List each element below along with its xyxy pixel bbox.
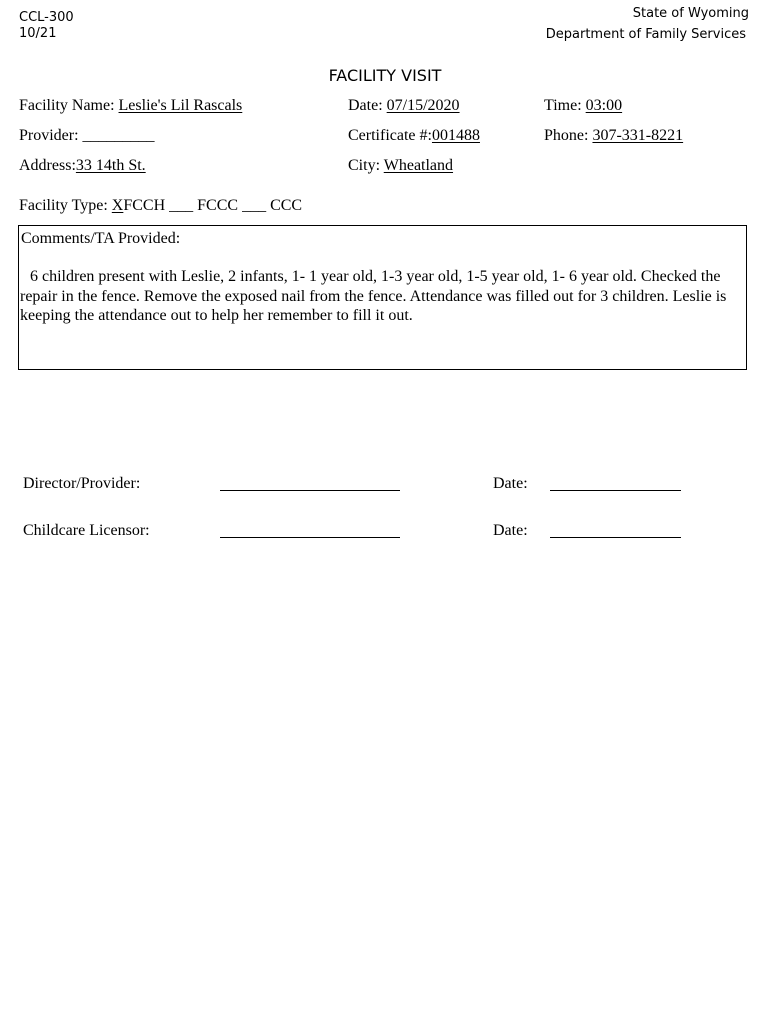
director-provider-label: Director/Provider: bbox=[23, 475, 141, 492]
city-field bbox=[348, 156, 453, 176]
comments-text: 6 children present with Leslie, 2 infants, 1- 1 year old, 1-3 year old, 1-5 year old, 1- 6 year old. Checked the repair in the fence. Remove the exposed nail from the fence. Attendance was filled out for 3 children. Leslie is keeping the attendance out to help her remember to fill it out. bbox=[20, 268, 727, 324]
provider-value: _________ bbox=[82, 127, 155, 144]
facility-type-fcch-mark: X bbox=[111, 197, 124, 214]
form-code: CCL-300 bbox=[19, 10, 74, 25]
phone-field bbox=[544, 126, 683, 146]
facility-name-label: Facility Name: bbox=[19, 97, 115, 114]
provider-label: Provider: bbox=[19, 127, 79, 144]
certificate-label: Certificate #: bbox=[348, 127, 432, 144]
department-name: Department of Family Services bbox=[545, 27, 746, 42]
phone-value: 307-331-8221 bbox=[592, 127, 684, 144]
visit-date-field bbox=[348, 96, 460, 116]
comments-box bbox=[18, 225, 747, 370]
certificate-value: 001488 bbox=[431, 127, 480, 144]
facility-type-ccc-blank: ___ bbox=[242, 197, 267, 214]
certificate-field bbox=[348, 126, 480, 146]
state-name: State of Wyoming bbox=[632, 6, 749, 21]
facility-type-field bbox=[19, 196, 302, 216]
childcare-licensor-label: Childcare Licensor: bbox=[23, 522, 150, 539]
visit-date-label: Date: bbox=[348, 97, 383, 114]
city-label: City: bbox=[348, 157, 381, 174]
form-date: 10/21 bbox=[19, 26, 57, 41]
address-field bbox=[19, 156, 146, 176]
facility-type-label: Facility Type: bbox=[19, 197, 108, 214]
licensor-signature-line bbox=[220, 537, 400, 538]
licensor-date-label: Date: bbox=[493, 522, 528, 539]
page-title: FACILITY VISIT bbox=[328, 66, 442, 85]
director-date-line bbox=[550, 490, 681, 491]
director-date-label: Date: bbox=[493, 475, 528, 492]
visit-date-value: 07/15/2020 bbox=[386, 97, 460, 114]
city-value: Wheatland bbox=[383, 157, 454, 174]
phone-label: Phone: bbox=[544, 127, 589, 144]
facility-type-fcch: FCCH bbox=[123, 197, 166, 214]
visit-time-label: Time: bbox=[544, 97, 582, 114]
address-label: Address: bbox=[19, 157, 76, 174]
facility-name-value: Leslie's Lil Rascals bbox=[118, 97, 243, 114]
address-value: 33 14th St. bbox=[75, 157, 146, 174]
facility-type-fccc: FCCC bbox=[197, 197, 239, 214]
facility-type-ccc: CCC bbox=[270, 197, 303, 214]
comments-label: Comments/TA Provided: bbox=[21, 230, 181, 247]
facility-type-fccc-blank: ___ bbox=[169, 197, 194, 214]
facility-name-field bbox=[19, 96, 242, 116]
provider-field bbox=[19, 126, 155, 146]
visit-time-value: 03:00 bbox=[585, 97, 623, 114]
visit-time-field bbox=[544, 96, 622, 116]
director-signature-line bbox=[220, 490, 400, 491]
licensor-date-line bbox=[550, 537, 681, 538]
